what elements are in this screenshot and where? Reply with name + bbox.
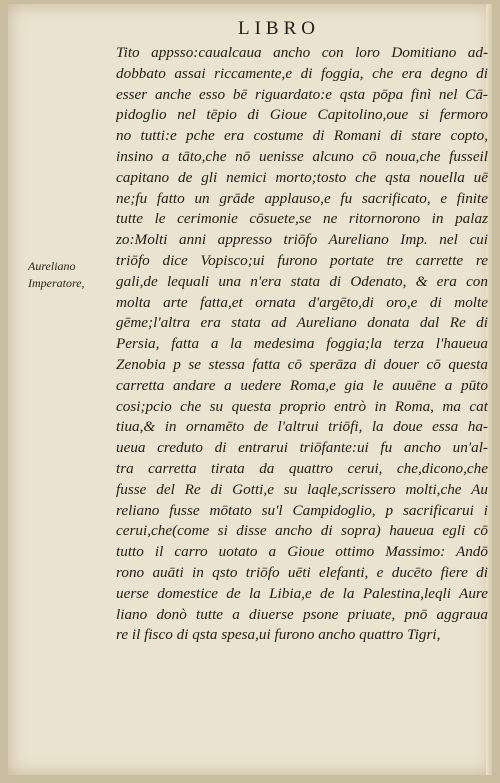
book-page [8, 4, 492, 775]
text-line: triōfo dice Vopisco;ui furono portate tre carrette re [116, 251, 488, 269]
text-line: rono auāti in qsto triōfo uēti elefanti, e ducēto fiere di [116, 563, 488, 581]
text-line: capitano de gli nemici morto;tosto che qsta nouella uē [116, 168, 488, 186]
text-line: tutte le cerimonie cōsuete,se ne ritornorono in palaz [116, 210, 488, 228]
marginal-note [28, 258, 85, 292]
text-line: cerui,che(come si disse ancho di sopra) haueua egli cō [116, 522, 488, 540]
text-line: gēme;l'altra era stata ad Aureliano donata dal Re di [116, 314, 488, 332]
text-line: esser anche esso bē riguardato:e qsta pōpa finì nel Cā- [116, 85, 488, 103]
text-line: tutto il carro uotato a Gioue ottimo Massimo: Andō [116, 543, 488, 561]
text-line: Zenobia p se stessa fatta cō sperāza di douer cō questa [116, 355, 488, 373]
marginal-note-line: Aureliano [28, 259, 76, 273]
text-line: carretta andare a uedere Roma,e gia le auuēne a pūto [116, 376, 488, 394]
text-line: liano donò tutte a diuerse psone priuate, pnō aggraua [116, 605, 488, 623]
text-line: cosi;pcio che su questa proprio entrò in Roma, ma cat [116, 397, 488, 415]
text-line: Tito appsso:caualcaua ancho con loro Domitiano ad- [116, 44, 488, 61]
text-line: uerse domestice de la Libia,e de la Palestina,leqli Aure [116, 584, 488, 602]
text-line: reliano fusse mōtato su'l Campidoglio, p sacrificarui i [116, 501, 488, 519]
text-line: tiua,& in ornamēto de l'altrui triōfi, la doue essa ha- [116, 418, 488, 436]
text-line: ueua creduto di entrarui triōfante:ui fu ancho un'al- [116, 439, 488, 457]
text-line: ne;fu fatto un grāde applauso,e fu sacrificato, e finite [116, 189, 488, 207]
text-line: dobbato assai riccamente,e di foggia, che era degno di [116, 64, 488, 82]
text-line: re il fisco di qsta spesa,ui furono ancho quattro Tigri, [116, 626, 441, 644]
text-line: gali,de lequali una n'era stata di Odenato, & era con [116, 272, 488, 290]
text-line: zo:Molti anni appresso triōfo Aureliano Imp. nel cui [116, 231, 488, 249]
text-line: tra carretta tirata da quattro cerui, che,dicono,che [116, 459, 488, 477]
text-line: Persia, fatta a la medesima foggia;la terza l'haueua [116, 335, 488, 353]
text-line: fusse del Re di Gotti,e su laqle,scrissero molti,che Au [116, 480, 488, 498]
body-text [116, 43, 488, 646]
text-line: pidoglio nel tēpio di Gioue Capitolino,oue si fermoro [116, 106, 488, 124]
marginal-note-line: Imperatore, [28, 276, 85, 290]
text-line: molta arte fatta,et ornata d'argēto,di oro,e di molte [116, 293, 488, 311]
text-line: no tutti:e pche era costume di Romani di stare copto, [116, 127, 488, 145]
text-line: insino a tāto,che nō uenisse alcuno cō noua,che fusseil [116, 147, 488, 165]
running-head: LIBRO [238, 18, 320, 39]
